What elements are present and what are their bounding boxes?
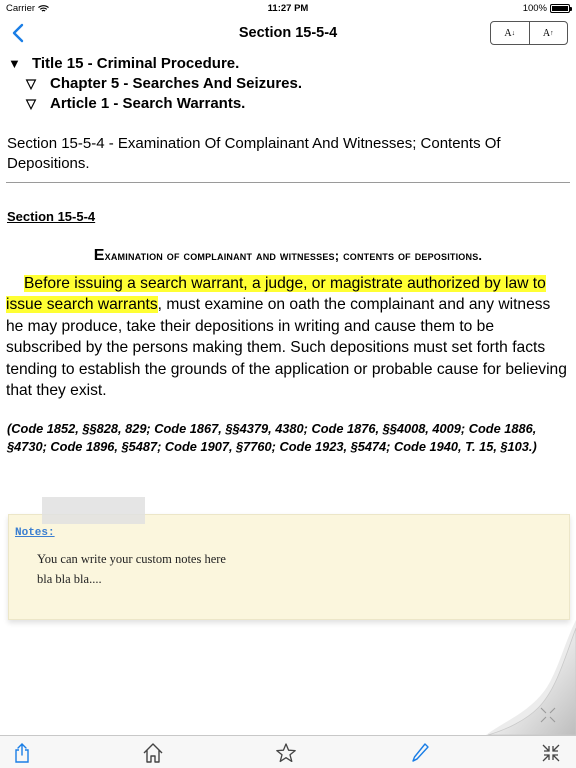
collapse-arrows-icon	[541, 743, 561, 763]
font-larger-label: A	[542, 27, 551, 39]
title-label: Title 15 - Criminal Procedure.	[32, 55, 240, 72]
share-icon	[13, 742, 31, 764]
section-body[interactable]	[6, 273, 568, 401]
font-smaller-label: A	[504, 27, 512, 39]
bottom-toolbar	[0, 735, 576, 768]
expanded-triangle-icon: ▼	[8, 56, 21, 71]
star-icon	[275, 742, 297, 764]
home-icon	[142, 742, 164, 764]
favorite-button[interactable]	[273, 740, 299, 766]
caption-first-letter: E	[93, 247, 105, 264]
share-button[interactable]	[9, 740, 35, 766]
pencil-icon	[410, 742, 430, 764]
font-size-control	[490, 21, 568, 45]
collapsed-triangle-icon: ▽	[26, 96, 36, 111]
tape-decoration	[42, 497, 145, 524]
notes-panel[interactable]	[8, 514, 570, 620]
tree-item-chapter[interactable]	[8, 74, 302, 94]
section-caption	[0, 247, 576, 265]
notes-text[interactable]	[37, 549, 226, 589]
home-button[interactable]	[140, 740, 166, 766]
battery-icon	[550, 4, 570, 13]
page-title: Section 15-5-4	[238, 25, 338, 41]
battery-status	[523, 3, 570, 14]
caption-rest: xamination of complainant and witnesses; contents of depositions.	[104, 248, 483, 263]
breadcrumb	[8, 54, 302, 114]
chapter-label: Chapter 5 - Searches And Seizures.	[50, 75, 303, 92]
navigation-bar	[0, 16, 576, 50]
collapsed-triangle-icon: ▽	[26, 76, 36, 91]
collapse-button[interactable]	[538, 740, 564, 766]
battery-percent: 100%	[522, 3, 547, 14]
carrier-label: Carrier	[6, 3, 36, 14]
divider	[6, 182, 570, 183]
clock: 11:27 PM	[267, 3, 309, 14]
citation: (Code 1852, §§828, 829; Code 1867, §§4379, 4380; Code 1876, §§4008, 4009; Code 1886, §4730; Code 1896, §5487; Code 1907, §7760; Code 1923, §5474; Code 1940, T. 15, §103.)	[7, 421, 537, 454]
increase-font-button[interactable]: A ↑	[529, 22, 568, 44]
section-heading: Section 15-5-4 - Examination Of Complainant And Witnesses; Contents Of Depositions.	[7, 135, 501, 172]
body-text: , must examine on oath the complainant and any witness he may produce, take their depositions in writing and cause them to be subscribed by the persons making them. Such depositions must set forth facts tending to establish the grounds of the application or probable cause for believing that they exist.	[6, 296, 567, 400]
notes-line: You can write your custom notes here	[37, 552, 226, 566]
section-label: Section 15-5-4	[7, 209, 96, 224]
tree-item-title[interactable]	[8, 54, 302, 74]
article-label: Article 1 - Search Warrants.	[50, 95, 246, 112]
status-bar	[0, 0, 576, 16]
edit-notes-button[interactable]	[407, 740, 433, 766]
notes-line: bla bla bla....	[37, 572, 102, 586]
notes-label[interactable]: Notes:	[15, 527, 55, 539]
page-curl[interactable]	[466, 620, 576, 735]
decrease-font-button[interactable]: A ↓	[504, 27, 516, 39]
highlighted-text[interactable]: Before issuing a search warrant, a judge, or magistrate authorized by law to issue search warrants	[6, 275, 546, 314]
tree-item-article[interactable]	[8, 94, 302, 114]
